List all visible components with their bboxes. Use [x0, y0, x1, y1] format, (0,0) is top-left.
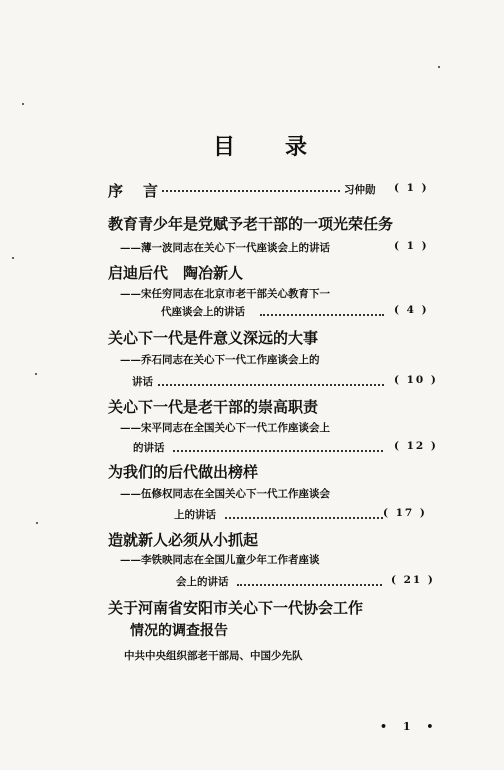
toc-entry-sub	[0, 574, 504, 590]
sub-text: ——乔石同志在关心下一代工作座谈会上的	[120, 354, 320, 366]
leader-dots	[162, 190, 340, 192]
page-number: ( 12 )	[394, 440, 438, 452]
toc-entry-sub	[0, 304, 504, 320]
leader-dots	[225, 517, 383, 519]
sub-text: ——伍修权同志在全国关心下一代工作座谈会	[120, 488, 330, 500]
sub-text: 会上的讲话	[176, 576, 229, 588]
toc-entry-title-cont	[0, 620, 504, 638]
footer-page-number: • 1 •	[380, 720, 440, 733]
toc-entry-title: 关心下一代是老干部的崇高职责	[108, 398, 319, 416]
scan-speck	[35, 373, 37, 375]
sub-text: 的讲话	[133, 442, 165, 454]
scan-speck	[22, 103, 24, 105]
toc-entry-sub	[0, 507, 504, 523]
toc-entry-preface	[0, 180, 504, 198]
leader-dots	[173, 450, 383, 452]
sub-text: ——宋平同志在全国关心下一代工作座谈会上	[120, 422, 330, 434]
page-number: ( 4 )	[394, 304, 429, 316]
toc-entry-sub	[0, 374, 504, 390]
toc-entry-sub	[0, 420, 504, 436]
toc-entry-sub	[0, 552, 504, 568]
toc-entry-title: 为我们的后代做出榜样	[108, 463, 259, 481]
sub-text: ——薄一波同志在关心下一代座谈会上的讲话	[120, 242, 330, 254]
preface-left: 序	[108, 182, 124, 200]
toc-entry-sub	[0, 352, 504, 368]
page-number: ( 10 )	[394, 374, 438, 386]
toc-entry-title: 启迪后代 陶冶新人	[108, 264, 244, 282]
title-continuation: 情况的调查报告	[130, 623, 228, 639]
page-number: ( 17 )	[383, 507, 427, 519]
scan-speck	[36, 522, 38, 524]
toc-entry-title: 造就新人必须从小抓起	[108, 531, 259, 549]
toc-entry-sub	[0, 648, 504, 664]
sub-text: 上的讲话	[174, 509, 216, 521]
preface-mid: 言	[143, 182, 159, 200]
toc-entry-sub	[0, 240, 504, 256]
scan-speck	[438, 66, 440, 68]
leader-dots	[260, 314, 384, 316]
title-char-1: 目	[213, 134, 240, 160]
page-number: ( 1 )	[394, 240, 429, 252]
sub-text: ——李铁映同志在全国儿童少年工作者座谈	[120, 554, 320, 566]
scan-speck	[12, 257, 14, 259]
toc-entry-sub	[0, 486, 504, 502]
sub-text: ——宋任穷同志在北京市老干部关心教育下一	[120, 288, 330, 300]
toc-entry-title: 关心下一代是件意义深远的大事	[108, 329, 319, 347]
page-number: ( 21 )	[391, 574, 435, 586]
leader-dots	[237, 584, 382, 586]
title-char-2: 录	[285, 134, 312, 160]
preface-author: 习仲勋	[344, 184, 376, 196]
leader-dots	[158, 384, 384, 386]
sub-text: 讲话	[132, 376, 153, 388]
page-number: ( 1 )	[394, 182, 429, 194]
toc-entry-title: 关于河南省安阳市关心下一代协会工作	[108, 599, 364, 617]
toc-entry-sub	[0, 440, 504, 456]
sub-text: 代座谈会上的讲话	[161, 306, 245, 318]
toc-entry-title: 教育青少年是党赋予老干部的一项光荣任务	[108, 215, 394, 233]
toc-entry-sub	[0, 286, 504, 302]
sub-text: 中共中央组织部老干部局、中国少先队	[124, 650, 303, 662]
